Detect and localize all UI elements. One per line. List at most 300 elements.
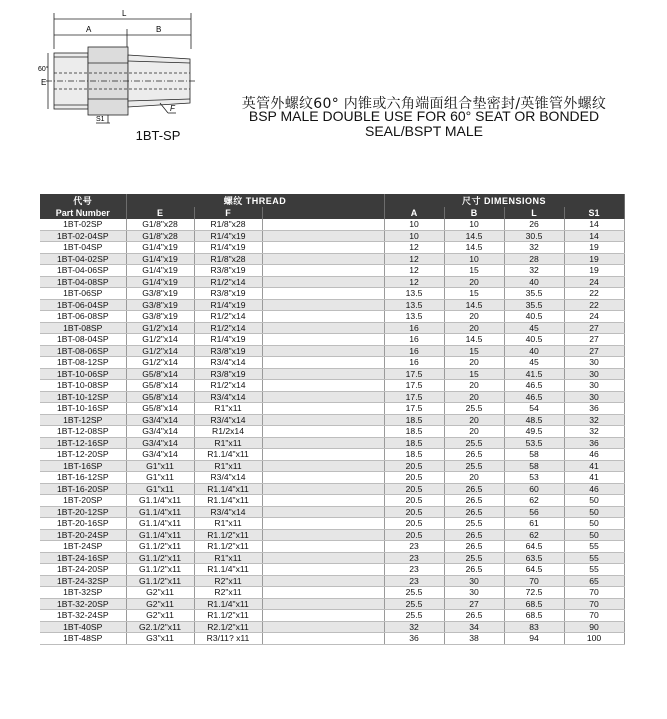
dim-L-cell: 68.5 [504, 610, 564, 622]
spacer-cell [262, 633, 384, 645]
dim-L-cell: 53.5 [504, 437, 564, 449]
dim-A-cell: 10 [384, 230, 444, 242]
table-row [40, 368, 624, 380]
dim-S1-cell: 27 [564, 345, 624, 357]
spacer-cell [262, 334, 384, 346]
dim-B-cell: 20 [444, 357, 504, 369]
table-row [40, 483, 624, 495]
dim-S1-cell: 90 [564, 621, 624, 633]
part-number-cell: 1BT-20SP [40, 495, 126, 507]
spacer-cell [262, 541, 384, 553]
part-number-cell: 1BT-10-08SP [40, 380, 126, 392]
part-number-cell: 1BT-02-04SP [40, 230, 126, 242]
part-number-cell: 1BT-20-16SP [40, 518, 126, 530]
dim-B-cell: 26.5 [444, 506, 504, 518]
thread-E-cell: G1/2"x14 [126, 345, 194, 357]
spacer-cell [262, 575, 384, 587]
table-row [40, 299, 624, 311]
dim-S1-cell: 14 [564, 219, 624, 230]
dim-A-cell: 12 [384, 265, 444, 277]
thread-F-cell: R1.1/2"x11 [194, 529, 262, 541]
spacer-cell [262, 299, 384, 311]
thread-F-cell: R3/8"x19 [194, 265, 262, 277]
spacer-cell [262, 552, 384, 564]
thread-E-cell: G1/8"x28 [126, 219, 194, 230]
dim-S1-cell: 50 [564, 529, 624, 541]
dim-L-cell: 32 [504, 265, 564, 277]
dim-L-cell: 62 [504, 495, 564, 507]
spacer-cell [262, 437, 384, 449]
dim-B-cell: 20 [444, 311, 504, 323]
dim-B-cell: 10 [444, 219, 504, 230]
table-row [40, 242, 624, 254]
part-number-cell: 1BT-32-24SP [40, 610, 126, 622]
part-number-cell: 1BT-10-12SP [40, 391, 126, 403]
dim-S1-cell: 41 [564, 472, 624, 484]
title-english-line1: BSP MALE DOUBLE USE FOR 60° SEAT OR BONDED [248, 108, 600, 124]
thread-F-cell: R1/2"x14 [194, 311, 262, 323]
table-row [40, 575, 624, 587]
dim-A-cell: 13.5 [384, 311, 444, 323]
dim-B-cell: 20 [444, 322, 504, 334]
thread-E-cell: G3/4"x14 [126, 426, 194, 438]
dim-B-cell: 14.5 [444, 230, 504, 242]
dim-A-cell: 20.5 [384, 529, 444, 541]
table-row [40, 219, 624, 230]
dim-S1-cell: 32 [564, 414, 624, 426]
dim-L-cell: 68.5 [504, 598, 564, 610]
header-S1: S1 [564, 207, 624, 219]
dim-L-cell: 61 [504, 518, 564, 530]
header-dimensions: 尺寸 DIMENSIONS [384, 194, 624, 207]
dim-B-cell: 20 [444, 391, 504, 403]
dim-S1-cell: 32 [564, 426, 624, 438]
thread-E-cell: G1/4"x19 [126, 242, 194, 254]
dim-S1-cell: 30 [564, 380, 624, 392]
thread-F-cell: R1/2"x14 [194, 380, 262, 392]
dim-L-cell: 45 [504, 322, 564, 334]
header-B: B [444, 207, 504, 219]
thread-F-cell: R1"x11 [194, 437, 262, 449]
dim-A-cell: 23 [384, 564, 444, 576]
spacer-cell [262, 495, 384, 507]
table-row [40, 564, 624, 576]
thread-F-cell: R3/4"x14 [194, 414, 262, 426]
dim-A-cell: 20.5 [384, 495, 444, 507]
thread-F-cell: R1.1/4"x11 [194, 598, 262, 610]
dim-B-cell: 26.5 [444, 483, 504, 495]
dim-B-cell: 26.5 [444, 564, 504, 576]
spacer-cell [262, 414, 384, 426]
dim-B-cell: 25.5 [444, 460, 504, 472]
dim-A-cell: 23 [384, 552, 444, 564]
dim-S1-cell: 55 [564, 564, 624, 576]
dim-A-cell: 20.5 [384, 472, 444, 484]
thread-F-cell: R3/4"x14 [194, 357, 262, 369]
dim-L-cell: 46.5 [504, 391, 564, 403]
table-row [40, 610, 624, 622]
dim-S1-cell: 19 [564, 253, 624, 265]
dim-S1-cell: 41 [564, 460, 624, 472]
dim-A-cell: 25.5 [384, 598, 444, 610]
thread-F-cell: R1"x11 [194, 460, 262, 472]
thread-E-cell: G2"x11 [126, 587, 194, 599]
dim-L-cell: 40 [504, 345, 564, 357]
part-number-cell: 1BT-08-12SP [40, 357, 126, 369]
table-row [40, 529, 624, 541]
thread-E-cell: G1.1/4"x11 [126, 518, 194, 530]
dim-L-cell: 94 [504, 633, 564, 645]
thread-E-cell: G1.1/4"x11 [126, 495, 194, 507]
thread-E-cell: G2"x11 [126, 598, 194, 610]
table-row [40, 426, 624, 438]
thread-F-cell: R3/11? x11 [194, 633, 262, 645]
dim-B-cell: 15 [444, 288, 504, 300]
dim-L-cell: 53 [504, 472, 564, 484]
thread-F-cell: R3/4"x14 [194, 391, 262, 403]
dim-S1-cell: 55 [564, 541, 624, 553]
part-number-cell: 1BT-06-08SP [40, 311, 126, 323]
dim-B-cell: 25.5 [444, 437, 504, 449]
dim-S1-cell: 19 [564, 242, 624, 254]
part-number-cell: 1BT-48SP [40, 633, 126, 645]
part-number-cell: 1BT-10-06SP [40, 368, 126, 380]
dim-A-cell: 17.5 [384, 403, 444, 415]
dim-A-cell: 18.5 [384, 449, 444, 461]
table-row [40, 403, 624, 415]
thread-F-cell: R3/4"x14 [194, 506, 262, 518]
thread-E-cell: G1/2"x14 [126, 357, 194, 369]
thread-E-cell: G2"x11 [126, 610, 194, 622]
table-row [40, 437, 624, 449]
dim-A-cell: 10 [384, 219, 444, 230]
dim-A-cell: 20.5 [384, 483, 444, 495]
dim-A-cell: 20.5 [384, 518, 444, 530]
dim-B-cell: 26.5 [444, 610, 504, 622]
dim-B-label: B [156, 25, 162, 34]
dim-L-cell: 62 [504, 529, 564, 541]
thread-F-cell: R1/8"x28 [194, 253, 262, 265]
dim-L-cell: 26 [504, 219, 564, 230]
dim-S1-cell: 50 [564, 506, 624, 518]
thread-F-cell: R1/4"x19 [194, 334, 262, 346]
part-number-cell: 1BT-20-24SP [40, 529, 126, 541]
dim-A-cell: 36 [384, 633, 444, 645]
thread-F-cell: R3/8"x19 [194, 288, 262, 300]
header-thread: 螺纹 THREAD [126, 194, 384, 207]
part-number-cell: 1BT-24-20SP [40, 564, 126, 576]
dim-B-cell: 15 [444, 345, 504, 357]
thread-E-cell: G1.1/4"x11 [126, 529, 194, 541]
dim-S1-cell: 70 [564, 610, 624, 622]
dim-B-cell: 15 [444, 265, 504, 277]
spacer-cell [262, 403, 384, 415]
dim-B-cell: 14.5 [444, 242, 504, 254]
dim-S1-cell: 70 [564, 587, 624, 599]
spacer-cell [262, 506, 384, 518]
dim-B-cell: 26.5 [444, 529, 504, 541]
thread-E-cell: G1"x11 [126, 483, 194, 495]
dim-L-cell: 45 [504, 357, 564, 369]
thread-F-cell: R1"x11 [194, 552, 262, 564]
header-L: L [504, 207, 564, 219]
spacer-cell [262, 219, 384, 230]
dim-L-cell: 30.5 [504, 230, 564, 242]
dim-B-cell: 25.5 [444, 552, 504, 564]
thread-F-cell: R1.1/2"x11 [194, 541, 262, 553]
thread-E-cell: G3/8"x19 [126, 311, 194, 323]
part-number-cell: 1BT-12-08SP [40, 426, 126, 438]
dim-B-cell: 20 [444, 426, 504, 438]
dim-L-cell: 83 [504, 621, 564, 633]
dim-B-cell: 27 [444, 598, 504, 610]
thread-F-cell: R1"x11 [194, 518, 262, 530]
dim-B-cell: 14.5 [444, 299, 504, 311]
table-row [40, 345, 624, 357]
dim-L-cell: 40 [504, 276, 564, 288]
part-number-cell: 1BT-08SP [40, 322, 126, 334]
thread-F-cell: R1"x11 [194, 403, 262, 415]
thread-F-cell: R1/4"x19 [194, 230, 262, 242]
thread-F-cell: R3/8"x19 [194, 345, 262, 357]
spacer-cell [262, 265, 384, 277]
dim-S1-cell: 65 [564, 575, 624, 587]
dim-S1-cell: 36 [564, 437, 624, 449]
thread-E-cell: G3"x11 [126, 633, 194, 645]
spacer-cell [262, 621, 384, 633]
table-row [40, 311, 624, 323]
dim-A-cell: 18.5 [384, 437, 444, 449]
thread-F-cell: R1.1/2"x11 [194, 610, 262, 622]
table-row [40, 460, 624, 472]
table-row [40, 230, 624, 242]
dim-S1-label: S1 [96, 116, 105, 123]
dim-A-cell: 20.5 [384, 506, 444, 518]
thread-F-cell: R1.1/4"x11 [194, 483, 262, 495]
table-row [40, 288, 624, 300]
dim-L-cell: 32 [504, 242, 564, 254]
spacer-cell [262, 230, 384, 242]
part-number-cell: 1BT-16-20SP [40, 483, 126, 495]
thread-E-cell: G1.1/2"x11 [126, 541, 194, 553]
table-row [40, 380, 624, 392]
spacer-cell [262, 587, 384, 599]
dim-S1-cell: 100 [564, 633, 624, 645]
table-row [40, 621, 624, 633]
dim-B-cell: 10 [444, 253, 504, 265]
thread-E-cell: G1"x11 [126, 472, 194, 484]
thread-E-cell: G5/8"x14 [126, 380, 194, 392]
spacer-cell [262, 311, 384, 323]
thread-F-cell: R2.1/2"x11 [194, 621, 262, 633]
thread-E-cell: G1/8"x28 [126, 230, 194, 242]
dim-S1-cell: 30 [564, 391, 624, 403]
spacer-cell [262, 242, 384, 254]
part-code-label: 1BT-SP [135, 128, 181, 143]
table-row [40, 391, 624, 403]
part-number-cell: 1BT-06-04SP [40, 299, 126, 311]
dim-B-cell: 20 [444, 414, 504, 426]
part-number-cell: 1BT-12-16SP [40, 437, 126, 449]
dim-B-cell: 26.5 [444, 541, 504, 553]
part-number-cell: 1BT-12-20SP [40, 449, 126, 461]
dim-A-cell: 12 [384, 276, 444, 288]
thread-E-cell: G3/4"x14 [126, 449, 194, 461]
part-number-cell: 1BT-06SP [40, 288, 126, 300]
dim-S1-cell: 22 [564, 299, 624, 311]
dim-A-cell: 12 [384, 242, 444, 254]
dim-B-cell: 20 [444, 472, 504, 484]
thread-E-cell: G1.1/2"x11 [126, 564, 194, 576]
dim-L-cell: 60 [504, 483, 564, 495]
table-row [40, 541, 624, 553]
dim-A-cell: 13.5 [384, 299, 444, 311]
dim-A-cell: 17.5 [384, 368, 444, 380]
thread-E-cell: G3/4"x14 [126, 437, 194, 449]
dim-S1-cell: 30 [564, 357, 624, 369]
thread-F-cell: R1/2"x14 [194, 276, 262, 288]
thread-E-cell: G3/8"x19 [126, 299, 194, 311]
thread-E-cell: G2.1/2"x11 [126, 621, 194, 633]
spacer-cell [262, 483, 384, 495]
title-chinese: 英管外螺纹60° 内锥或六角端面组合垫密封/英锥管外螺纹 [241, 96, 607, 112]
thread-E-cell: G3/8"x19 [126, 288, 194, 300]
dim-A-cell: 25.5 [384, 587, 444, 599]
spacer-cell [262, 598, 384, 610]
dim-L-cell: 64.5 [504, 564, 564, 576]
dim-S1-cell: 30 [564, 368, 624, 380]
dim-S1-cell: 36 [564, 403, 624, 415]
dim-S1-cell: 24 [564, 276, 624, 288]
table-row [40, 265, 624, 277]
part-number-cell: 1BT-12SP [40, 414, 126, 426]
dim-E-label: E [41, 78, 47, 87]
spacer-cell [262, 253, 384, 265]
dim-L-cell: 72.5 [504, 587, 564, 599]
header-E: E [126, 207, 194, 219]
dim-B-cell: 20 [444, 276, 504, 288]
dim-B-cell: 38 [444, 633, 504, 645]
dim-L-cell: 48.5 [504, 414, 564, 426]
part-number-cell: 1BT-40SP [40, 621, 126, 633]
part-number-cell: 1BT-16SP [40, 460, 126, 472]
header-part-number: Part Number [40, 207, 126, 219]
thread-E-cell: G1/4"x19 [126, 253, 194, 265]
part-number-cell: 1BT-04SP [40, 242, 126, 254]
dim-B-cell: 15 [444, 368, 504, 380]
spacer-cell [262, 322, 384, 334]
thread-E-cell: G1"x11 [126, 460, 194, 472]
dim-S1-cell: 50 [564, 518, 624, 530]
thread-F-cell: R1/4"x19 [194, 242, 262, 254]
dim-L-cell: 70 [504, 575, 564, 587]
table-row [40, 322, 624, 334]
fitting-drawing [40, 5, 200, 130]
thread-F-cell: R1.1/4"x11 [194, 564, 262, 576]
table-row [40, 253, 624, 265]
table-row [40, 518, 624, 530]
part-number-cell: 1BT-08-04SP [40, 334, 126, 346]
header-blank [262, 207, 384, 219]
table-row [40, 449, 624, 461]
table-row [40, 552, 624, 564]
angle-label: 60° [38, 66, 49, 73]
thread-F-cell: R1/2x14 [194, 426, 262, 438]
dim-A-cell: 20.5 [384, 460, 444, 472]
dim-L-cell: 40.5 [504, 311, 564, 323]
dim-L-label: L [122, 9, 127, 18]
dim-L-cell: 58 [504, 449, 564, 461]
dim-L-cell: 56 [504, 506, 564, 518]
thread-F-cell: R1/8"x28 [194, 219, 262, 230]
dim-B-cell: 30 [444, 575, 504, 587]
header-A: A [384, 207, 444, 219]
dim-S1-cell: 50 [564, 495, 624, 507]
dim-L-cell: 46.5 [504, 380, 564, 392]
dim-S1-cell: 27 [564, 334, 624, 346]
dim-S1-cell: 27 [564, 322, 624, 334]
thread-F-cell: R2"x11 [194, 575, 262, 587]
dim-A-cell: 17.5 [384, 380, 444, 392]
thread-E-cell: G5/8"x14 [126, 403, 194, 415]
spacer-cell [262, 518, 384, 530]
dim-S1-cell: 46 [564, 483, 624, 495]
table-row [40, 334, 624, 346]
dim-S1-cell: 19 [564, 265, 624, 277]
thread-F-cell: R1.1/4"x11 [194, 495, 262, 507]
part-number-cell: 1BT-32-20SP [40, 598, 126, 610]
dim-A-cell: 16 [384, 357, 444, 369]
dim-L-cell: 28 [504, 253, 564, 265]
thread-F-cell: R3/4"x14 [194, 472, 262, 484]
part-number-cell: 1BT-24-16SP [40, 552, 126, 564]
dim-L-cell: 41.5 [504, 368, 564, 380]
dim-B-cell: 26.5 [444, 449, 504, 461]
dim-F-label: F [170, 104, 175, 113]
dim-A-cell: 12 [384, 253, 444, 265]
table-row [40, 598, 624, 610]
part-number-cell: 1BT-04-06SP [40, 265, 126, 277]
dim-B-cell: 14.5 [444, 334, 504, 346]
dim-A-cell: 13.5 [384, 288, 444, 300]
spacer-cell [262, 391, 384, 403]
part-number-cell: 1BT-04-02SP [40, 253, 126, 265]
dim-S1-cell: 55 [564, 552, 624, 564]
part-number-cell: 1BT-10-16SP [40, 403, 126, 415]
spacer-cell [262, 449, 384, 461]
dim-L-cell: 49.5 [504, 426, 564, 438]
dim-L-cell: 58 [504, 460, 564, 472]
dim-B-cell: 20 [444, 380, 504, 392]
dim-A-cell: 23 [384, 575, 444, 587]
table-row [40, 414, 624, 426]
table-row [40, 633, 624, 645]
dim-S1-cell: 22 [564, 288, 624, 300]
dim-L-cell: 63.5 [504, 552, 564, 564]
spacer-cell [262, 380, 384, 392]
dim-A-cell: 16 [384, 322, 444, 334]
spacer-cell [262, 426, 384, 438]
spacer-cell [262, 276, 384, 288]
thread-F-cell: R1.1/4"x11 [194, 449, 262, 461]
title-english-line2: SEAL/BSPT MALE [364, 123, 483, 139]
dim-S1-cell: 70 [564, 598, 624, 610]
spacer-cell [262, 345, 384, 357]
thread-E-cell: G1/2"x14 [126, 334, 194, 346]
dim-A-cell: 18.5 [384, 426, 444, 438]
thread-E-cell: G5/8"x14 [126, 368, 194, 380]
thread-E-cell: G1.1/2"x11 [126, 552, 194, 564]
